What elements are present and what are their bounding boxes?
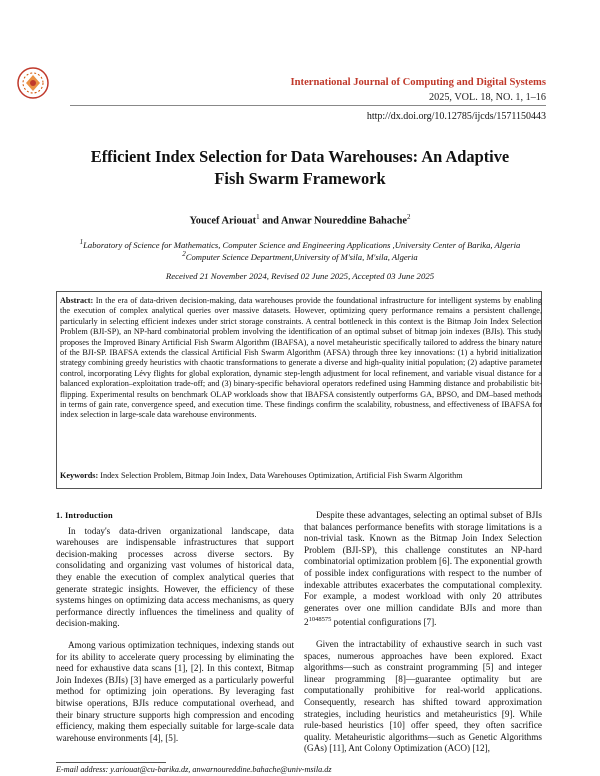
- keywords: [60, 471, 542, 481]
- email-footnote: E-mail address: y.ariouat@cu-barika.dz, anwarnoureddine.bahache@univ-msila.dz: [56, 765, 332, 774]
- paper-title: [40, 146, 560, 190]
- keywords-label: Keywords:: [60, 471, 99, 480]
- footnote-divider: [56, 762, 166, 763]
- paragraph-3-text: Despite these advantages, selecting an optimal subset of BJIs that balances performance benefits with storage limitations is a non-trivial task. Known as the Bitmap Join Index Selection Problem (BJI-SP), this challenge constitutes an NP-hard combinatorial optimization problem [6]. The exponential growth of possible index configurations with respect to the number of indexable attributes exacerbates the computational complexity. For example, a modest workload with only 20 attributes generates over one million candidate BJIs and more than 2: [304, 510, 542, 628]
- right-column: [304, 510, 542, 765]
- paragraph-2: Among various optimization techniques, indexing stands out for its ability to accelerate query processing by eliminating the need for exhaustive data scans [1], [2]. In this context, Bitmap Join Indexes (BJIs) [3] have emerged as a particularly powerful method for optimizing join operations. By leveraging fast bitwise operations, BJIs reduce computational overhead, and their binary structure supports high compression and encoding efficiency, making them especially suitable for large-scale data warehouse environments [4], [5].: [56, 639, 294, 743]
- volume-info: 2025, VOL. 18, NO. 1, 1–16: [429, 92, 546, 103]
- header-divider: [70, 105, 546, 106]
- author-2: Anwar Noureddine Bahache: [280, 215, 408, 227]
- journal-name: International Journal of Computing and Digital Systems: [290, 77, 546, 88]
- affil-1-mark: 1: [79, 238, 84, 246]
- abstract-text: In the era of data-driven decision-making, data warehouses provide the foundational infrastructure for intelligent systems by enabling the execution of complex analytical queries over massive datasets. However, optimizing query performance remains a persistent challenge, particularly in selecting efficient indexes under strict storage constraints. A central bottleneck in this context is the Bitmap Join Index Selection Problem (BJI-SP), an NP-hard combinatorial problem involving the identification of an optimal subset of bitmap join indexes (BJIs). This study proposes the Improved Binary Artificial Fish Swarm Algorithm (IBAFSA), a novel metaheuristic specifically tailored to address the binary nature of the BJI-SP. IBAFSA extends the classical Artificial Fish Swarm Algorithm (AFSA) through three key innovations: (1) a hybrid initialization strategy combining greedy heuristics with chaotic transformations to generate a diverse and high-quality initial population; (2) adaptive parameter control, incorporating Lévy flights for global exploration, dynamic step-length adjustment for local refinement, and variable visual distance for a balanced exploration–exploitation trade-off; and (3) binary-specific behavioral operators redefined using Hamming distance and probabilistic bit-flipping. Experimental results on benchmark OLAP workloads show that IBAFSA consistently outperforms GA, BPSO, and DM–based methods in terms of gain rate, convergence speed, and execution time. These findings confirm the scalability, robustness, and effectiveness of IBAFSA for index selection in large-scale data warehouse environments.: [60, 296, 542, 420]
- affiliation-1: [20, 238, 580, 250]
- title-line-1: Efficient Index Selection for Data Warehouses: An Adaptive: [90, 147, 510, 166]
- title-line-2: Fish Swarm Framework: [214, 169, 386, 188]
- paragraph-1: In today's data-driven organizational landscape, data warehouses are indispensable infrastructures that support decision-making processes across diverse sectors. By consolidating and organizing vast volumes of historical data, they enable the execution of complex analytical queries that generate strategic insights. However, the efficiency of these systems hinges on optimizing data access mechanisms, as query performance directly influences the timeliness and quality of decision-making.: [56, 525, 294, 629]
- keywords-text: Index Selection Problem, Bitmap Join Index, Data Warehouses Optimization, Artificial Fish Swarm Algorithm: [98, 471, 463, 480]
- affil-2-text: Computer Science Department,University of M'sila, M'sila, Algeria: [185, 251, 418, 262]
- paragraph-3: [304, 510, 542, 629]
- abstract-label: Abstract:: [60, 296, 94, 305]
- left-column: [56, 510, 294, 754]
- affil-1-text: Laboratory of Science for Mathematics, Computer Science and Engineering Applications ,University Center of Barika, Algeria: [83, 239, 521, 250]
- author-list: [40, 213, 560, 226]
- doi-link[interactable]: http://dx.doi.org/10.12785/ijcds/1571150443: [366, 111, 546, 122]
- author-1-affil: 1: [256, 213, 260, 221]
- affiliation-2: [20, 250, 580, 262]
- journal-seal-icon: [16, 66, 50, 100]
- paragraph-3-end: potential configurations [7].: [331, 617, 437, 628]
- paragraph-4: Given the intractability of exhaustive search in such vast spaces, numerous approaches have been explored. Exact algorithms—such as constraint programming [5] and integer linear programming [8]—guarantee optimality but are computationally prohibitive for real-world applications. Consequently, research has shifted toward approximation strategies, including heuristics and metaheuristics [9]. While rule-based heuristics [10] offer speed, they often sacrifice quality. Metaheuristic algorithms—such as Genetic Algorithms (GAs) [11], Ant Colony Optimization (ACO) [12],: [304, 639, 542, 754]
- exponent: 1048575: [308, 616, 332, 624]
- author-2-affil: 2: [407, 213, 411, 221]
- affil-2-mark: 2: [182, 250, 186, 258]
- abstract: [60, 296, 542, 421]
- author-1: Youcef Ariouat: [189, 215, 257, 227]
- received-dates: Received 21 November 2024, Revised 02 June 2025, Accepted 03 June 2025: [165, 271, 435, 281]
- section-heading: 1. Introduction: [56, 511, 113, 520]
- author-separator: and: [259, 215, 281, 227]
